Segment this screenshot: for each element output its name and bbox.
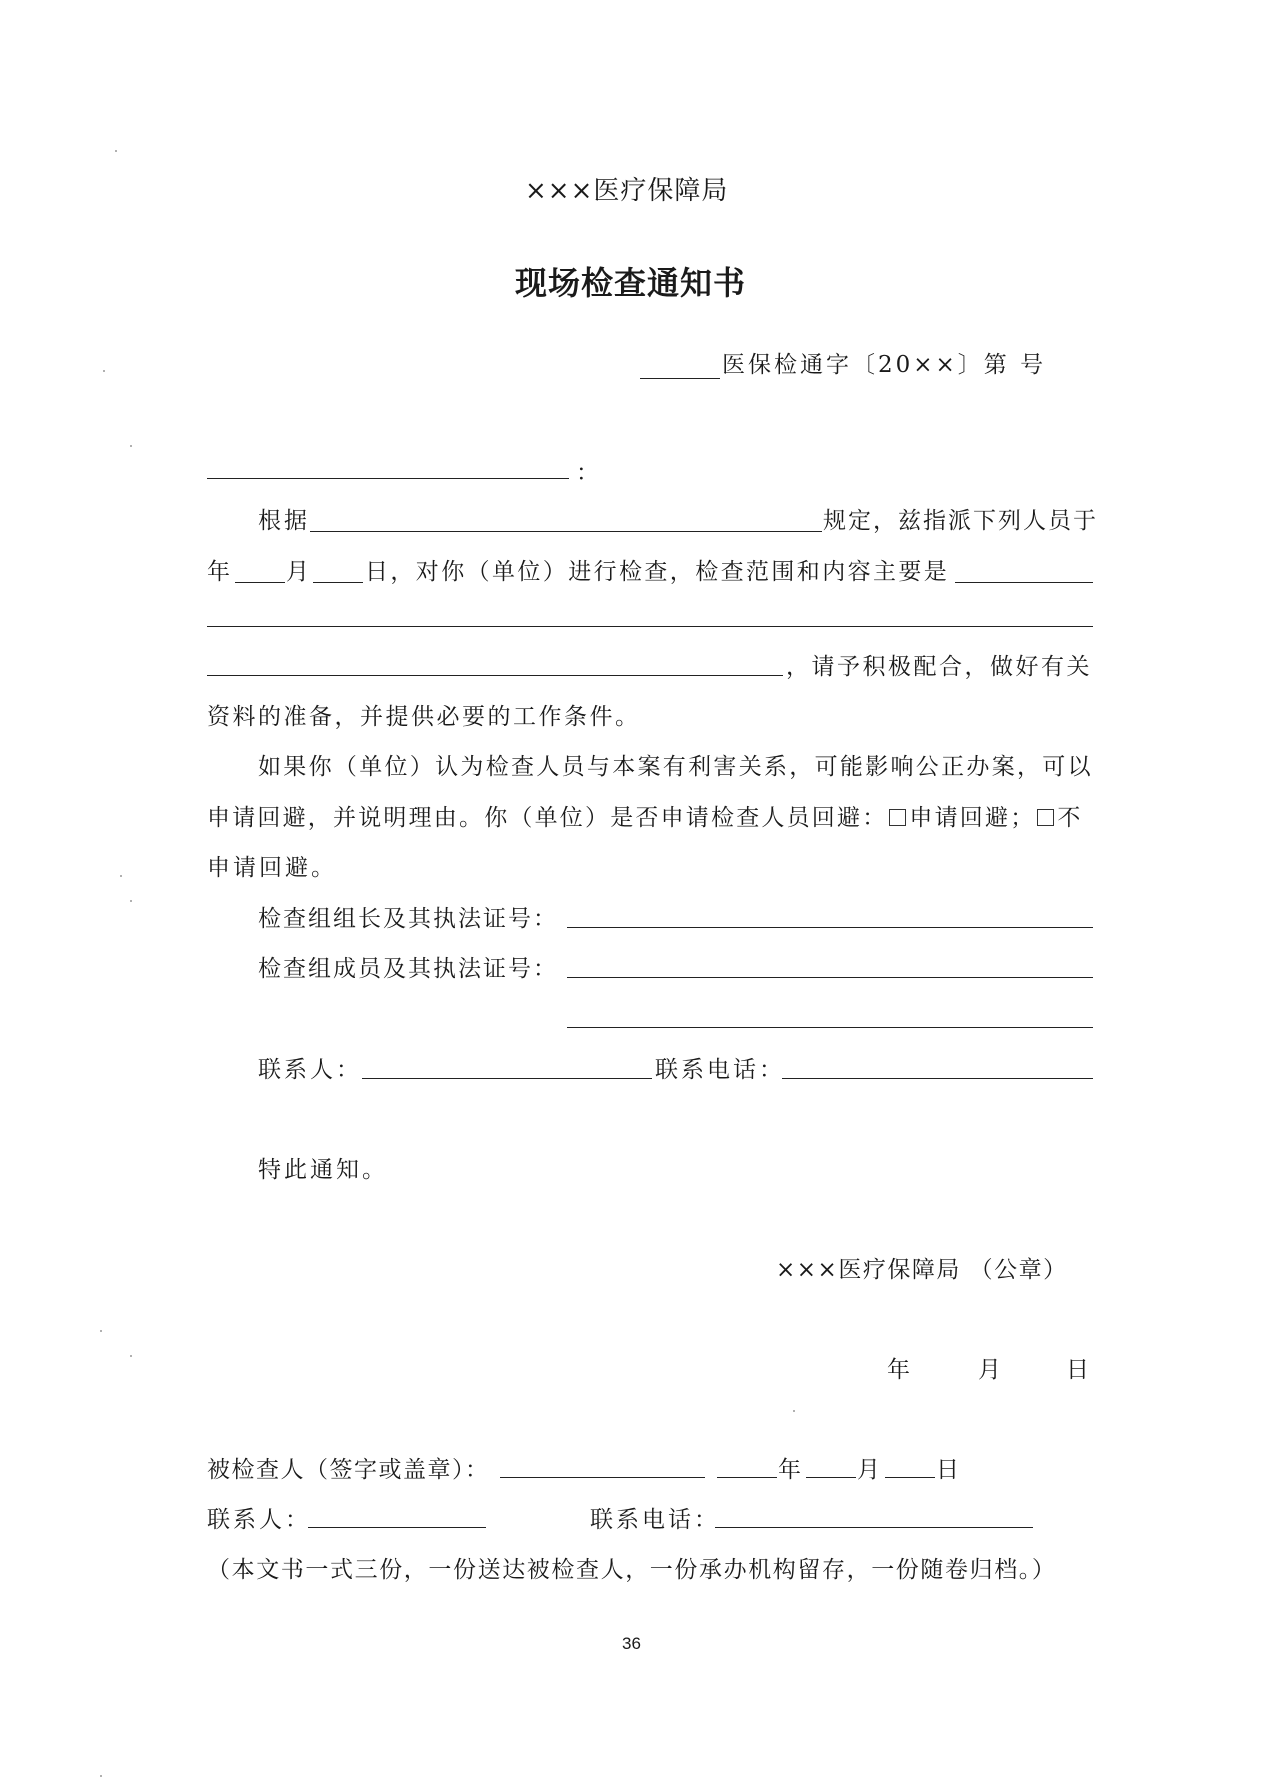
- recipient-blank[interactable]: [207, 478, 569, 479]
- scope-blank-2[interactable]: [207, 626, 1093, 627]
- receipt-phone-label: 联系电话：: [590, 1507, 720, 1533]
- agency-name: ×××医疗保障局: [525, 176, 729, 206]
- receipt-month: 月: [857, 1457, 883, 1483]
- contact-blank[interactable]: [362, 1078, 652, 1079]
- member-label: 检查组成员及其执法证号：: [258, 956, 558, 982]
- receipt-year: 年: [778, 1457, 804, 1483]
- day-blank[interactable]: [313, 582, 363, 583]
- para2-line2: [207, 803, 1083, 833]
- receipt-day: 日: [936, 1457, 962, 1483]
- member-id-blank-2[interactable]: [567, 1027, 1093, 1028]
- receipt-year-blank[interactable]: [717, 1477, 777, 1478]
- copies-note: （本文书一式三份，一份送达被检查人，一份承办机构留存，一份随卷归档。）: [207, 1557, 1057, 1583]
- para2-line1: 如果你（单位）认为检查人员与本案有利害关系，可能影响公正办案，可以: [258, 754, 1093, 780]
- scan-speck: [100, 1330, 102, 1332]
- issue-date-month: 月: [978, 1357, 1004, 1383]
- option-apply-recusal: 申请回避；: [909, 805, 1036, 831]
- para1-month: 月: [286, 559, 312, 585]
- receipt-phone-blank[interactable]: [715, 1527, 1033, 1528]
- scope-blank-3[interactable]: [207, 675, 783, 676]
- page-number: 36: [622, 1634, 641, 1653]
- phone-blank[interactable]: [782, 1078, 1093, 1079]
- para1-cooperate: ，请予积极配合，做好有关: [786, 654, 1092, 680]
- scope-blank-1[interactable]: [955, 582, 1093, 583]
- scan-speck: [115, 150, 117, 152]
- para1-scope: 日，对你（单位）进行检查，检查范围和内容主要是: [365, 559, 950, 585]
- receipt-contact-blank[interactable]: [308, 1527, 486, 1528]
- doc-number-prefix-blank[interactable]: [640, 378, 720, 379]
- contact-label: 联系人：: [258, 1057, 362, 1083]
- month-blank[interactable]: [235, 582, 285, 583]
- document-title: 现场检查通知书: [515, 264, 747, 302]
- para1-year: 年: [207, 559, 233, 585]
- option-not-prefix: 不: [1057, 805, 1083, 831]
- receipt-contact-label: 联系人：: [207, 1507, 311, 1533]
- scan-speck: [130, 900, 132, 902]
- salutation-colon: ：: [576, 460, 602, 486]
- scan-speck: [793, 1410, 795, 1412]
- scan-speck: [120, 875, 122, 877]
- checkbox-not-apply-recusal[interactable]: [1037, 809, 1054, 826]
- closing-text: 特此通知。: [258, 1157, 388, 1183]
- para2-question: 申请回避，并说明理由。你（单位）是否申请检查人员回避：: [207, 805, 888, 831]
- phone-label: 联系电话：: [655, 1057, 785, 1083]
- para1-according: 根据: [258, 508, 310, 534]
- para1-prepare: 资料的准备，并提供必要的工作条件。: [207, 704, 641, 730]
- regulation-blank[interactable]: [310, 531, 822, 532]
- receipt-month-blank[interactable]: [806, 1477, 856, 1478]
- receipt-day-blank[interactable]: [885, 1477, 935, 1478]
- inspected-signature-blank[interactable]: [500, 1477, 705, 1478]
- issue-date-day: 日: [1066, 1357, 1092, 1383]
- scan-speck: [130, 445, 132, 447]
- doc-number: 医保检通字〔20××〕第 号: [722, 352, 1047, 378]
- para1-assign: 规定，兹指派下列人员于: [823, 508, 1098, 534]
- checkbox-apply-recusal[interactable]: [889, 809, 906, 826]
- scan-speck: [130, 1355, 132, 1357]
- issue-date-year: 年: [887, 1357, 913, 1383]
- issuer-seal: ×××医疗保障局 （公章）: [776, 1257, 1068, 1283]
- leader-label: 检查组组长及其执法证号：: [258, 906, 558, 932]
- member-id-blank-1[interactable]: [567, 977, 1093, 978]
- scan-speck: [100, 1775, 102, 1777]
- scan-speck: [103, 370, 105, 372]
- para2-line3: 申请回避。: [207, 855, 337, 881]
- leader-id-blank[interactable]: [567, 927, 1093, 928]
- inspected-party-label: 被检查人（签字或盖章）：: [207, 1457, 490, 1483]
